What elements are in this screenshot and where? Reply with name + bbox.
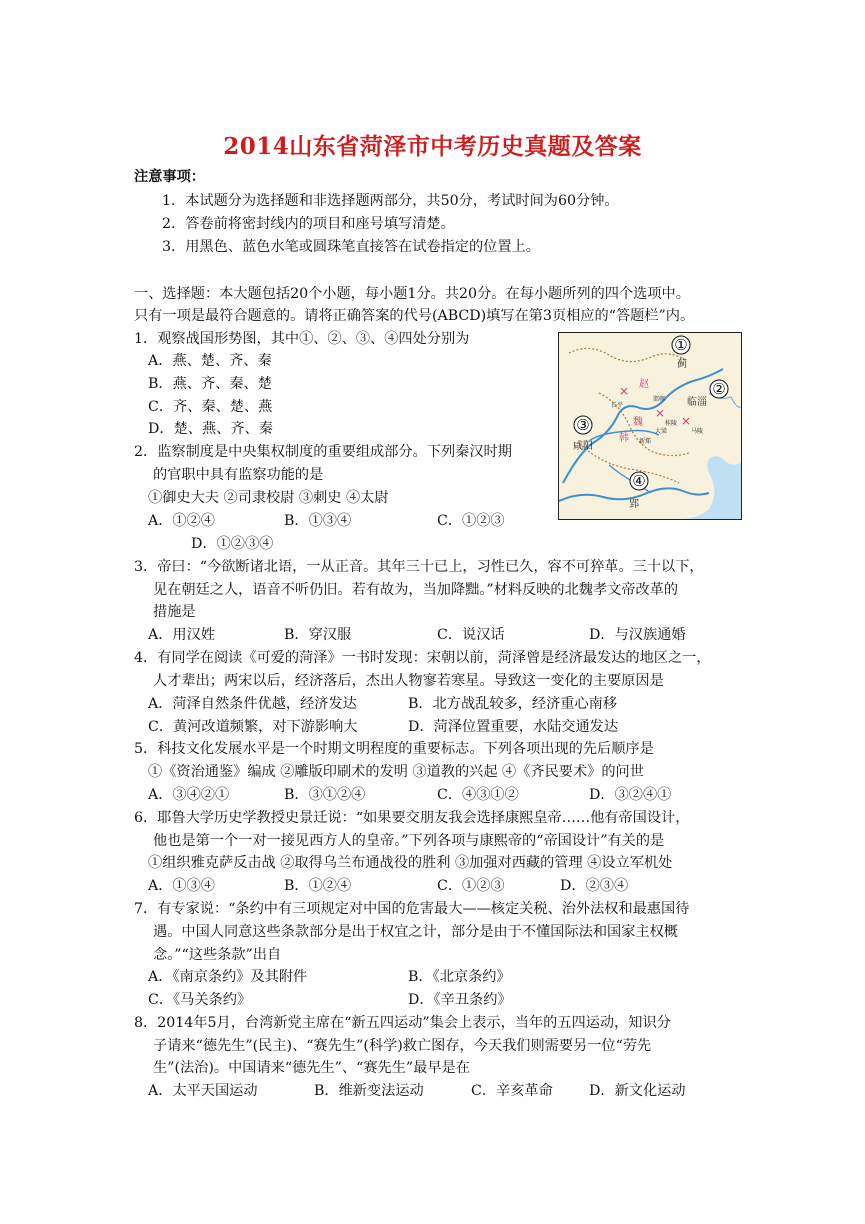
q7-option-a: A．《南京条约》及其附件 xyxy=(148,969,308,985)
q5-option-c: C．④③①② xyxy=(437,787,519,803)
q6-option-a: A．①③④ xyxy=(148,878,215,894)
q1-option-a: A．燕、楚、齐、秦 xyxy=(148,353,272,369)
q7-option-d: D．《辛丑条约》 xyxy=(408,992,512,1008)
q2-option-d: D．①②③④ xyxy=(191,536,274,552)
q8-option-b: B．维新变法运动 xyxy=(314,1083,424,1099)
label-xinzheng: 新郑 xyxy=(639,438,652,445)
q5-option-a: A．③④②① xyxy=(148,787,230,803)
q3-option-b: B．穿汉服 xyxy=(284,627,352,643)
q7-option-b: B．《北京条约》 xyxy=(408,969,511,985)
marker-1: ① xyxy=(674,336,688,354)
marker-3: ③ xyxy=(576,416,590,434)
q6-items: ①组织雅克萨反击战 ②取得乌兰布通战役的胜利 ③加强对西藏的管理 ④设立军机处 xyxy=(148,855,673,871)
q8-option-d: D．新文化运动 xyxy=(589,1083,686,1099)
label-handan: 邯郸 xyxy=(653,396,666,403)
q4-option-a: A．菏泽自然条件优越，经济发达 xyxy=(148,696,357,712)
q1-stem: 1．观察战国形势图，其中①、②、③、④四处分别为 xyxy=(134,331,470,347)
label-xianyang: 咸阳 xyxy=(573,441,593,452)
q7-stem: 念。”“这些条款”出自 xyxy=(153,947,282,963)
marker-2: ② xyxy=(712,380,726,398)
notice-item: 1．本试题分为选择题和非选择题两部分，共50分，考试时间为60分钟。 xyxy=(162,193,619,209)
section-intro-line: 一、选择题：本大题包括20个小题，每小题1分。共20分。在每小题所列的四个选项中。 xyxy=(134,286,690,302)
q4-option-b: B．北方战乱较多，经济重心南移 xyxy=(408,696,618,712)
q6-option-b: B．①②④ xyxy=(284,878,352,894)
label-maling: 马陵 xyxy=(691,428,704,435)
marker-4: ④ xyxy=(632,472,646,490)
label-zhao: 赵 xyxy=(639,379,649,390)
notice-item: 2．答卷前将密封线内的项目和座号填写清楚。 xyxy=(162,216,455,232)
q8-option-c: C．辛亥革命 xyxy=(471,1083,553,1099)
label-ji: 蓟 xyxy=(677,359,687,370)
label-wei: 魏 xyxy=(633,417,643,428)
q2-option-a: A．①②④ xyxy=(148,513,215,529)
q4-option-d: D．菏泽位置重要，水陆交通发达 xyxy=(408,719,619,735)
q4-stem: 人才辈出；两宋以后，经济落后，杰出人物寥若寒星。导致这一变化的主要原因是 xyxy=(153,673,664,689)
battle-x-icon: × xyxy=(619,384,630,398)
q6-stem: 6．耶鲁大学历史学教授史景迁说：“如果要交朋友我会选择康熙皇帝……他有帝国设计， xyxy=(134,810,690,826)
battle-x-icon: × xyxy=(681,414,692,428)
q8-option-a: A．太平天国运动 xyxy=(148,1083,258,1099)
q7-stem: 遇。中国人同意这些条款部分是出于权宜之计，部分是由于不懂国际法和国家主权概 xyxy=(153,924,678,940)
map-graphic xyxy=(559,333,741,519)
q4-option-c: C．黄河改道频繁，对下游影响大 xyxy=(148,719,358,735)
q3-stem: 见在朝廷之人，语音不听仍旧。若有故为，当加降黜。”材料反映的北魏孝文帝改革的 xyxy=(153,582,679,598)
q8-stem: 子请来“德先生”(民主)、“赛先生”(科学)救亡图存，今天我们则需要另一位“劳先 xyxy=(153,1038,652,1054)
q8-stem: 8．2014年5月，台湾新党主席在“新五四运动”集会上表示，当年的五四运动，知识分 xyxy=(134,1015,671,1031)
q2-stem: 2．监察制度是中央集权制度的重要组成部分。下列秦汉时期 xyxy=(134,444,512,460)
notice-heading: 注意事项： xyxy=(134,169,205,185)
q7-option-c: C．《马关条约》 xyxy=(148,992,252,1008)
q3-stem: 3．帝曰：“今欲断诸北语，一从正音。其年三十已上，习性已久，容不可猝革。三十以下， xyxy=(134,559,704,575)
label-han: 韩 xyxy=(619,433,629,444)
q3-option-d: D．与汉族通婚 xyxy=(589,627,686,643)
notice-item: 3．用黑色、蓝色水笔或圆珠笔直接答在试卷指定的位置上。 xyxy=(162,239,540,255)
q2-option-c: C．①②③ xyxy=(437,513,505,529)
q2-items: ①御史大夫 ②司隶校尉 ③刺史 ④太尉 xyxy=(148,490,389,506)
q1-option-c: C．齐、秦、楚、燕 xyxy=(148,399,273,415)
q5-items: ①《资治通鉴》编成 ②雕版印刷术的发明 ③道教的兴起 ④《齐民要术》的问世 xyxy=(148,764,644,780)
label-ying: 郢 xyxy=(629,499,639,510)
section-intro-line: 只有一项是最符合题意的。请将正确答案的代号(ABCD)填写在第3页相应的“答题栏”内。 xyxy=(134,308,695,324)
q4-stem: 4．有同学在阅读《可爱的菏泽》一书时发现：宋朝以前，菏泽曾是经济最发达的地区之一， xyxy=(134,650,711,666)
q3-option-c: C．说汉话 xyxy=(437,627,505,643)
label-guiling: 桂陵 xyxy=(665,420,678,427)
q5-option-d: D．③②④① xyxy=(589,787,672,803)
q2-option-b: B．①③④ xyxy=(284,513,352,529)
q1-option-d: D．楚、燕、齐、秦 xyxy=(148,421,273,437)
q7-stem: 7．有专家说：“条约中有三项规定对中国的危害最大——核定关税、治外法权和最惠国待 xyxy=(134,901,690,917)
label-daliang: 大梁 xyxy=(655,428,668,435)
label-linzi: 临淄 xyxy=(687,397,707,408)
q6-option-c: C．①②③ xyxy=(437,878,505,894)
label-changping: 长平 xyxy=(611,402,624,409)
q8-stem: 生”(法治)。中国请来“德先生”、“赛先生”最早是在 xyxy=(153,1060,470,1076)
page-title: 2014山东省菏泽市中考历史真题及答案 xyxy=(223,133,642,160)
q2-stem: 的官职中具有监察功能的是 xyxy=(153,467,324,483)
warring-states-map xyxy=(558,332,742,520)
q5-option-b: B．③①②④ xyxy=(284,787,366,803)
q6-option-d: D．②③④ xyxy=(560,878,629,894)
q1-option-b: B．燕、齐、秦、楚 xyxy=(148,376,272,392)
battle-x-icon: × xyxy=(655,406,666,420)
q3-option-a: A．用汉姓 xyxy=(148,627,215,643)
q6-stem: 他也是第一个一对一接见西方人的皇帝。”下列各项与康熙帝的“帝国设计”有关的是 xyxy=(153,833,665,849)
q5-stem: 5．科技文化发展水平是一个时期文明程度的重要标志。下列各项出现的先后顺序是 xyxy=(134,741,654,757)
q3-stem: 措施是 xyxy=(153,604,196,620)
